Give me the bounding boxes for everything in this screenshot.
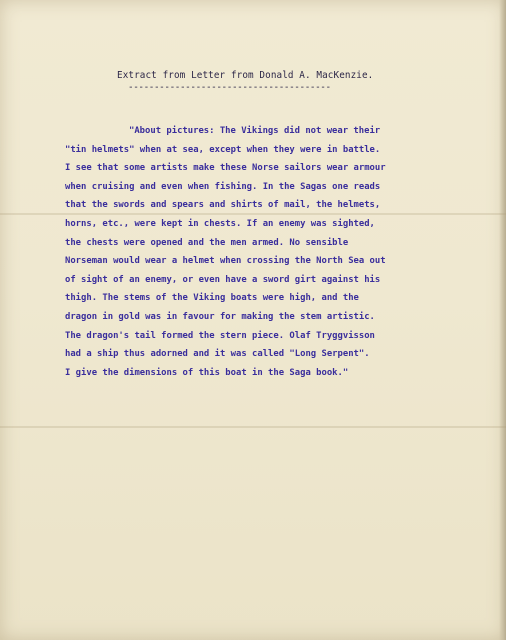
- letter-body: [65, 122, 485, 382]
- body-line: dragon in gold was in favour for making the stem artistic.: [65, 311, 375, 322]
- body-line: had a ship thus adorned and it was called "Long Serpent".: [65, 349, 370, 360]
- body-line: horns, etc., were kept in chests. If an enemy was sighted,: [65, 218, 375, 229]
- body-line: thigh. The stems of the Viking boats were high, and the: [65, 293, 359, 304]
- body-line: of sight of an enemy, or even have a sword girt against his: [65, 274, 381, 285]
- body-line: when cruising and even when fishing. In the Sagas one reads: [65, 181, 381, 192]
- body-line: that the swords and spears and shirts of mail, the helmets,: [65, 200, 381, 211]
- body-line: the chests were opened and the men armed. No sensible: [65, 237, 349, 248]
- body-line: The dragon's tail formed the stern piece. Olaf Tryggvisson: [65, 330, 375, 341]
- body-line: I give the dimensions of this boat in the Saga book.": [65, 367, 349, 378]
- body-line: "tin helmets" when at sea, except when they were in battle.: [65, 144, 381, 155]
- paper-fold-line: [0, 426, 506, 428]
- body-line: "About pictures: The Vikings did not wear their: [129, 126, 381, 136]
- page-edge: [499, 0, 506, 640]
- heading-underline: ---------------------------------------: [128, 82, 331, 93]
- body-line: Norseman would wear a helmet when crossing the North Sea out: [65, 256, 386, 267]
- body-line: I see that some artists make these Norse sailors wear armour: [65, 163, 386, 174]
- document-heading: Extract from Letter from Donald A. MacKenzie.: [117, 70, 374, 81]
